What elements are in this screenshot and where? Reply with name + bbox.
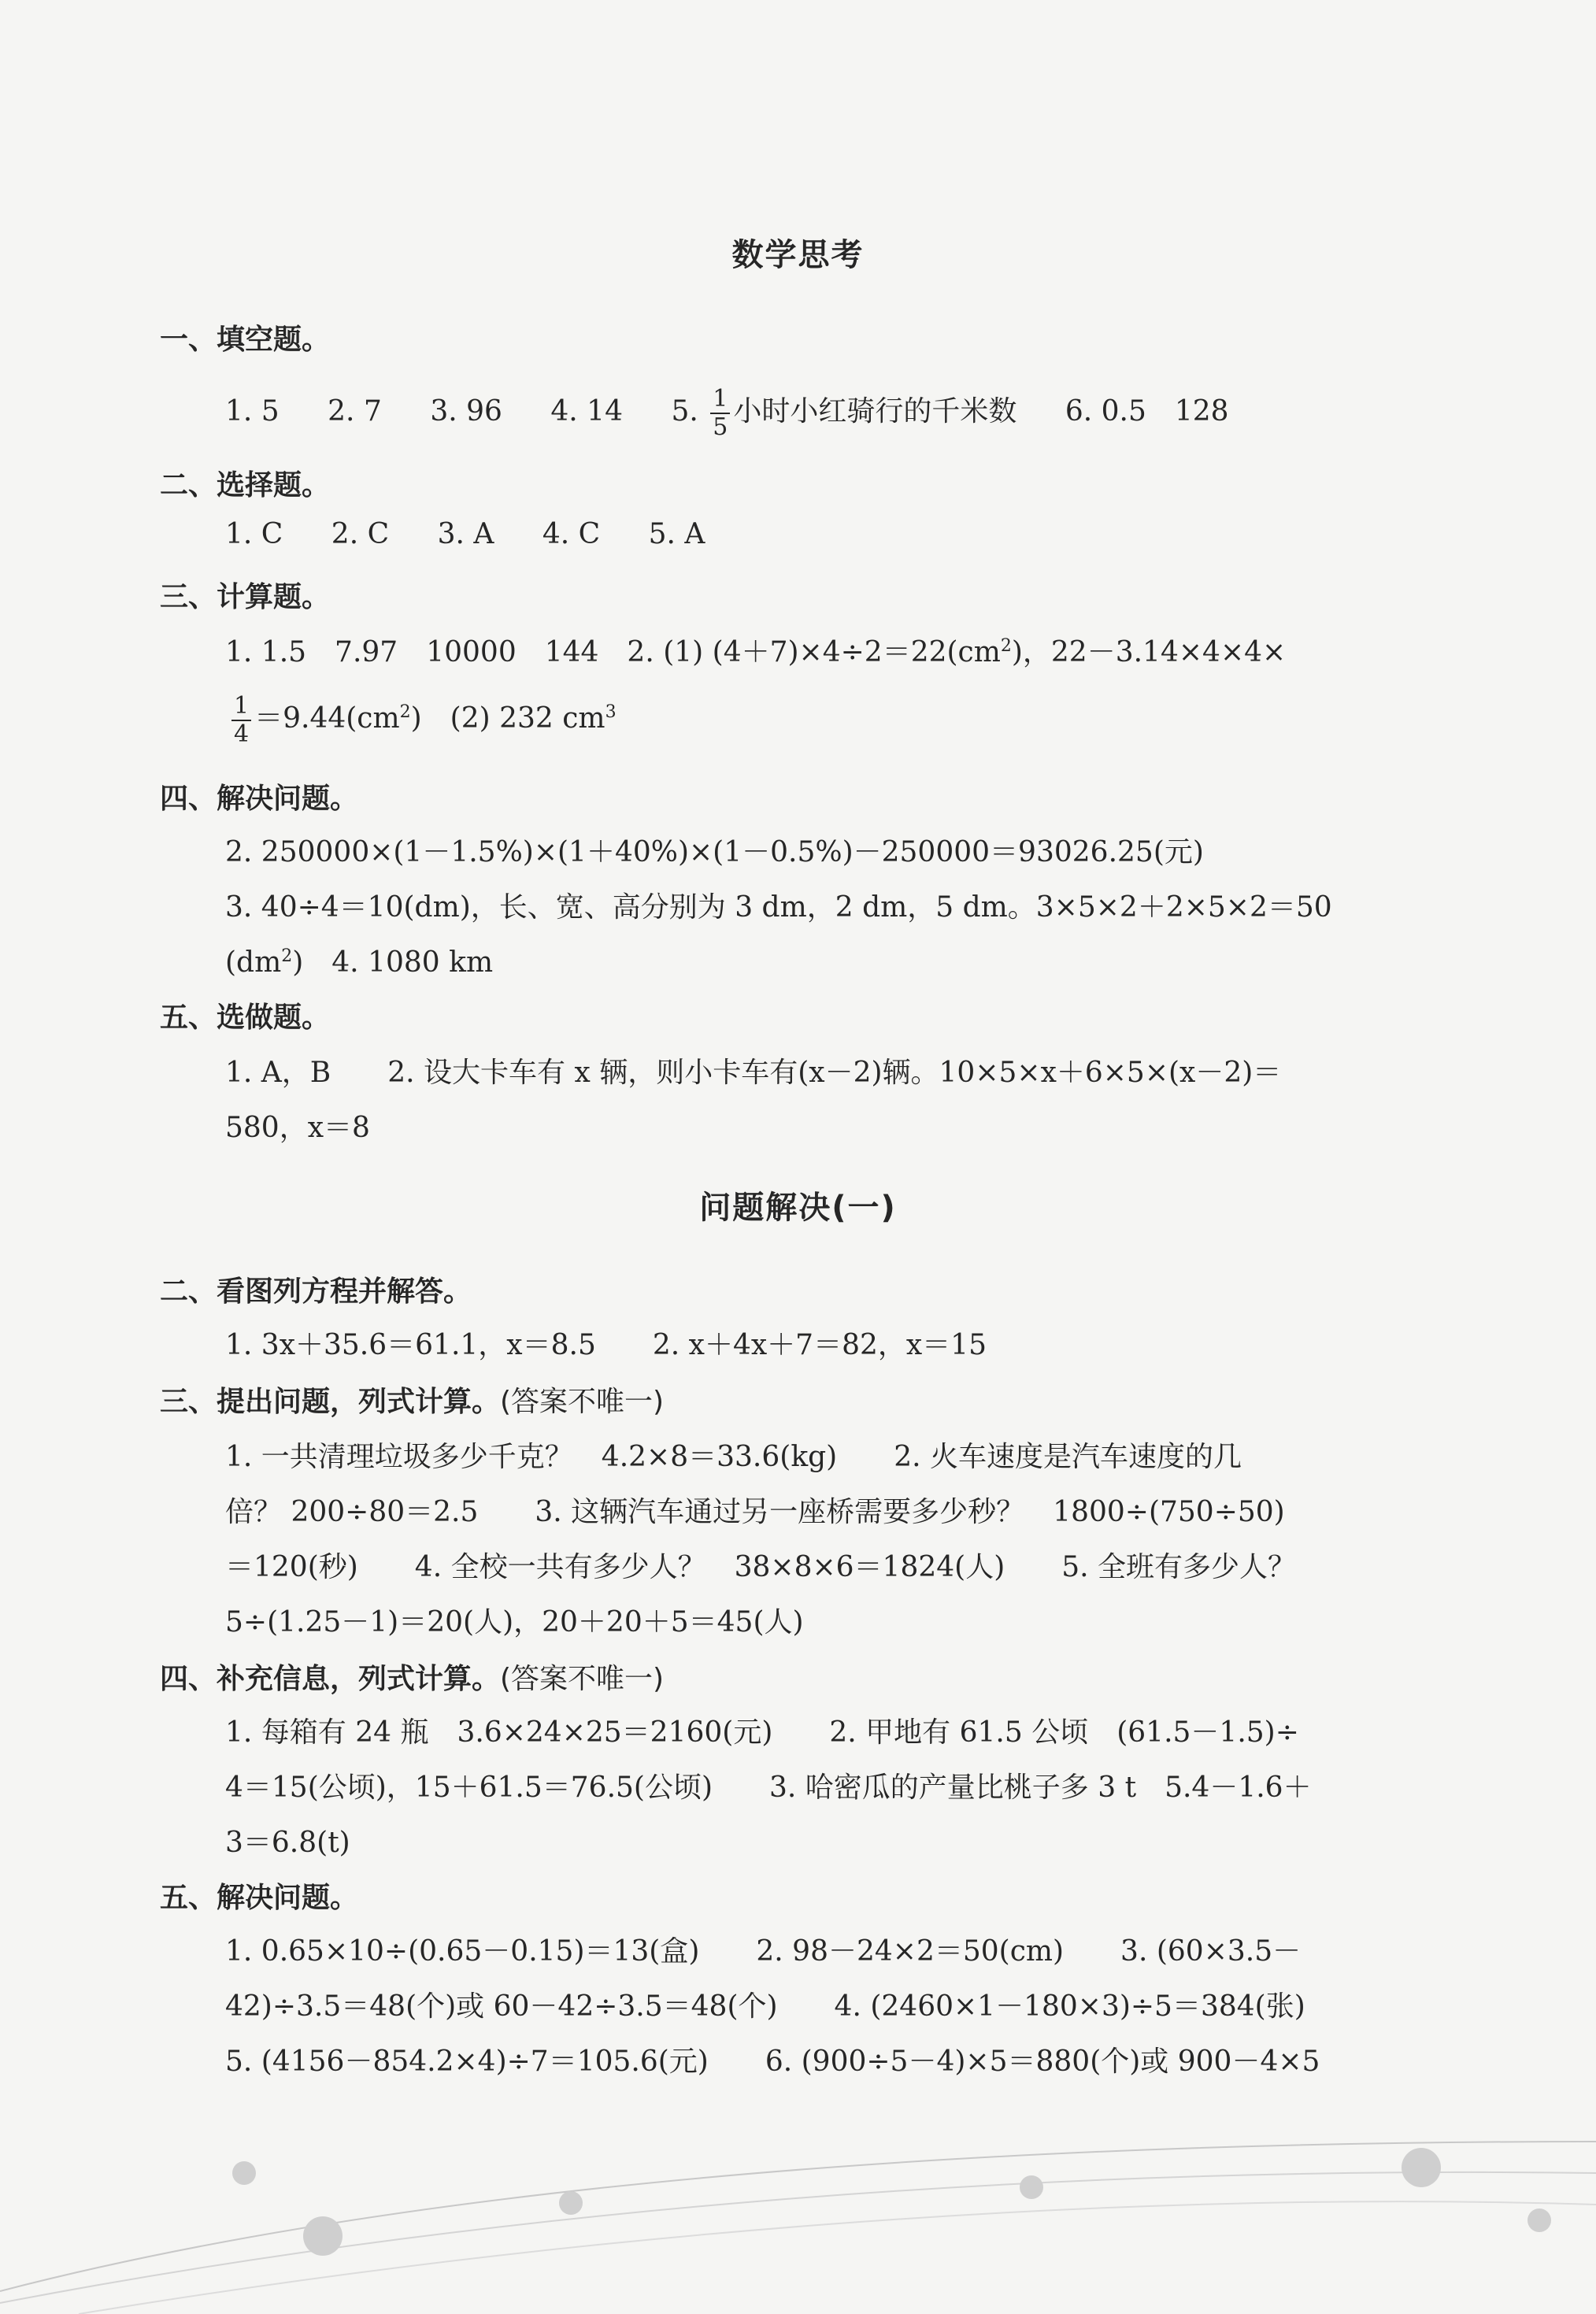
fraction <box>231 694 251 746</box>
heading-text: 三、提出问题，列式计算。 <box>160 1386 501 1418</box>
heading-calculation: 三、计算题。 <box>160 581 331 613</box>
answer-line: 580，x＝8 <box>225 1112 370 1144</box>
fraction-numerator: 1 <box>231 694 251 721</box>
heading-supplement-info <box>160 1657 664 1697</box>
superscript: 3 <box>605 702 617 722</box>
heading-text: 四、补充信息，列式计算。 <box>160 1663 501 1695</box>
answer-line <box>225 940 493 980</box>
answer-item: 4. 14 <box>550 395 623 428</box>
superscript: 2 <box>281 946 293 966</box>
answer-item: 2. C <box>331 518 390 550</box>
heading-multiple-choice: 二、选择题。 <box>160 469 331 502</box>
answer-item: 5. A <box>648 518 705 550</box>
answer-line: 5÷(1.25－1)＝20(人)，20＋20＋5＝45(人) <box>225 1606 804 1638</box>
answer-text: ) 4. 1080 km <box>292 946 494 979</box>
superscript: 2 <box>399 702 411 722</box>
answer-item: 6. 0.5 128 <box>1065 395 1229 428</box>
answer-item: 2. 7 <box>328 395 382 428</box>
answer-line: 42)÷3.5＝48(个)或 60－42÷3.5＝48(个) 4. (2460×1－180×3)÷5＝384(张) <box>225 1990 1305 2023</box>
heading-fill-in: 一、填空题。 <box>160 324 331 356</box>
section-title-math-thinking: 数学思考 <box>731 237 865 273</box>
answer-text: ) (2) 232 cm <box>410 702 605 735</box>
heading-optional: 五、选做题。 <box>160 1001 331 1034</box>
heading-equation: 二、看图列方程并解答。 <box>160 1275 472 1308</box>
answer-line: 1. 每箱有 24 瓶 3.6×24×25＝2160(元) 2. 甲地有 61.5 公顷 (61.5－1.5)÷ <box>225 1716 1299 1749</box>
answer-line <box>225 387 1229 439</box>
decorative-footer-curves <box>0 2094 1596 2314</box>
section-title-problem-solving-1: 问题解决(一) <box>699 1190 897 1226</box>
answer-line: 1. 一共清理垃圾多少千克？ 4.2×8＝33.6(kg) 2. 火车速度是汽车速度的几 <box>225 1441 1242 1473</box>
answer-line: 4＝15(公顷)，15＋61.5＝76.5(公顷) 3. 哈密瓜的产量比桃子多 3 t 5.4－1.6＋ <box>225 1772 1312 1804</box>
fraction-denominator: 4 <box>234 720 250 748</box>
superscript: 2 <box>1000 636 1012 656</box>
answer-line <box>225 630 1286 670</box>
answer-line <box>225 518 744 550</box>
answer-line: 倍？ 200÷80＝2.5 3. 这辆汽车通过另一座桥需要多少秒？ 1800÷(750÷50) <box>225 1496 1285 1528</box>
answer-line: 1. A，B 2. 设大卡车有 x 辆，则小卡车有(x－2)辆。10×5×x＋6×5×(x－2)＝ <box>225 1057 1282 1089</box>
answer-item: 小时小红骑行的千米数 <box>733 395 1017 428</box>
heading-ask-questions <box>160 1379 664 1420</box>
answer-text: (dm <box>225 946 282 979</box>
answer-item: 3. A <box>437 518 494 550</box>
answer-text: )，22－3.14×4×4× <box>1011 636 1287 668</box>
answer-line: 5. (4156－854.2×4)÷7＝105.6(元) 6. (900÷5－4)×5＝880(个)或 900－4×5 <box>225 2046 1320 2078</box>
heading-note: (答案不唯一) <box>500 1386 665 1418</box>
fraction-numerator: 1 <box>710 387 730 414</box>
heading-note: (答案不唯一) <box>500 1663 665 1695</box>
answer-item-prefix: 5. <box>671 395 698 428</box>
answer-line: 1. 3x＋35.6＝61.1，x＝8.5 2. x＋4x＋7＝82，x＝15 <box>225 1329 987 1361</box>
answer-item: 1. 5 <box>225 395 280 428</box>
answer-text: 1. 1.5 7.97 10000 144 2. (1) (4＋7)×4÷2＝22(cm <box>225 636 1001 668</box>
answer-line <box>228 694 617 746</box>
answer-item: 1. C <box>225 518 283 550</box>
answer-item: 4. C <box>542 518 601 550</box>
answer-line: 3. 40÷4＝10(dm)，长、宽、高分别为 3 dm，2 dm，5 dm。3×5×2＋2×5×2＝50 <box>225 891 1332 924</box>
answer-text: ＝9.44(cm <box>254 702 400 735</box>
heading-problem-solving: 四、解决问题。 <box>160 783 359 815</box>
answer-line: 1. 0.65×10÷(0.65－0.15)＝13(盒) 2. 98－24×2＝50(cm) 3. (60×3.5－ <box>225 1935 1302 1968</box>
heading-solve-problems: 五、解决问题。 <box>160 1882 359 1914</box>
answer-line: 2. 250000×(1－1.5%)×(1＋40%)×(1－0.5%)－250000＝93026.25(元) <box>225 836 1204 868</box>
answer-line: ＝120(秒) 4. 全校一共有多少人？ 38×8×6＝1824(人) 5. 全班有多少人？ <box>225 1551 1297 1583</box>
answer-item: 3. 96 <box>430 395 502 428</box>
fraction <box>710 387 730 439</box>
fraction-denominator: 5 <box>713 413 728 441</box>
answer-line: 3＝6.8(t) <box>225 1827 350 1859</box>
